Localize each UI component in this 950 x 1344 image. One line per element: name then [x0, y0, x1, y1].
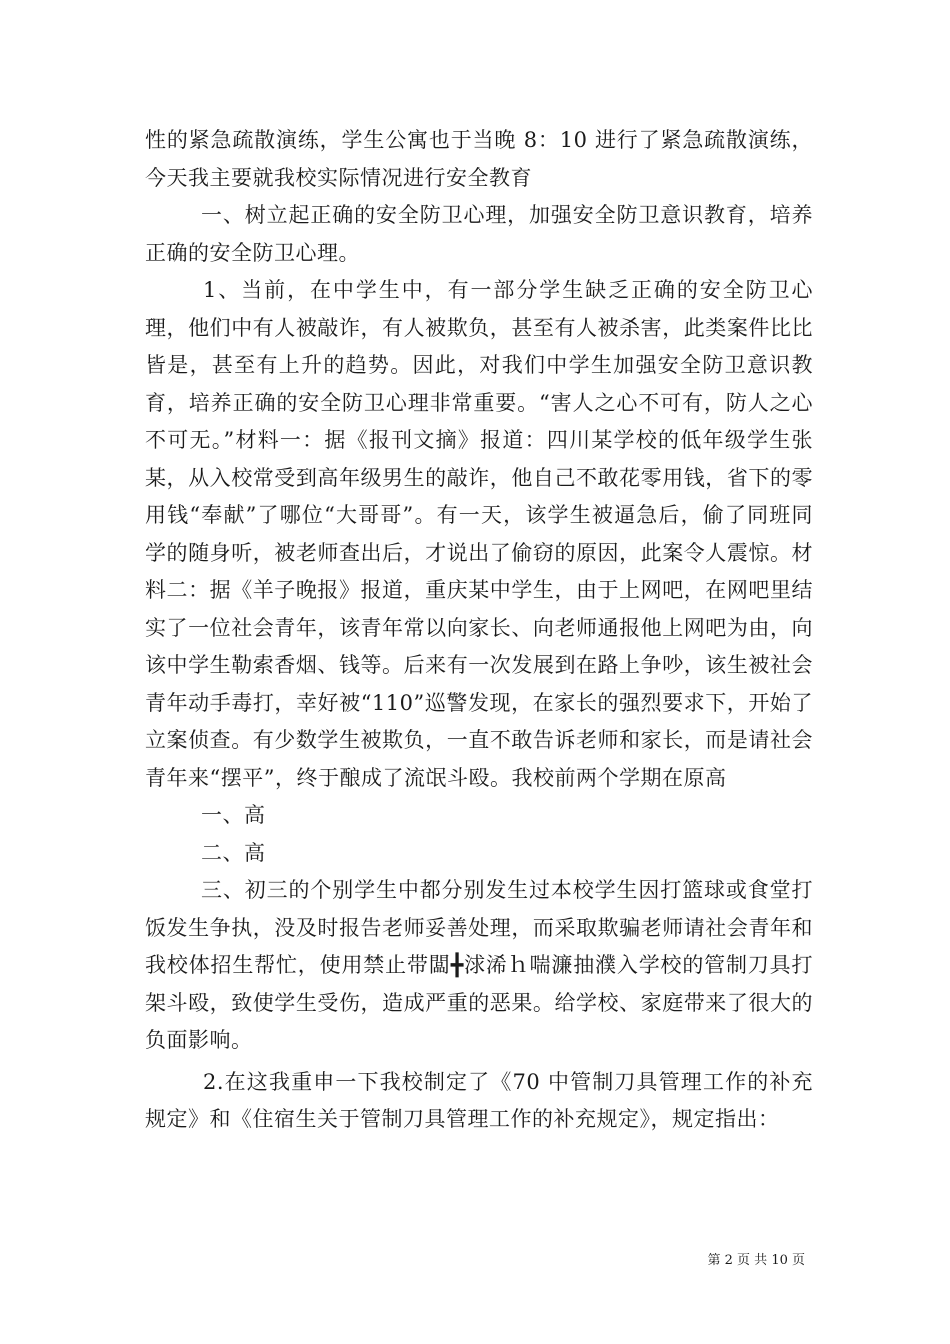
- paragraph-section-heading: 一、树立起正确的安全防卫心理，加强安全防卫意识教育，培养正确的安全防卫心理。: [145, 203, 813, 265]
- paragraph-body: 三、初三的个别学生中都分别发生过本校学生因打篮球或食堂打饭发生争执，没及时报告老师妥善处理，而采取欺骗老师请社会青年和我校体招生帮忙，使用禁止带闆╋浗浠ｈ喘濂抽濮入学校的管制刀具打架斗殴，致使学生受伤，造成严重的恶果。给学校、家庭带来了很大的负面影响。: [145, 878, 813, 1052]
- paragraph-body: 1、当前，在中学生中，有一部分学生缺乏正确的安全防卫心理，他们中有人被敲诈，有人被欺负，甚至有人被杀害，此类案件比比皆是，甚至有上升的趋势。因此，对我们中学生加强安全防卫意识教育，培养正确的安全防卫心理非常重要。“害人之心不可有，防人之心不可无。”材料一：据《报刊文摘》报道：四川某学校的低年级学生张某，从入校常受到高年级男生的敲诈，他自己不敢花零用钱，省下的零用钱“奉献”了哪位“大哥哥”。有一天，该学生被逼急后，偷了同班同学的随身听，被老师查出后，才说出了偷窃的原因，此案令人震惊。材料二：据《羊子晚报》报道，重庆某中学生，由于上网吧，在网吧里结实了一位社会青年，该青年常以向家长、向老师通报他上网吧为由，向该中学生勒索香烟、钱等。后来有一次发展到在路上争吵，该生被社会青年动手毒打，幸好被“110”巡警发现，在家长的强烈要求下，开始了立案侦查。有少数学生被欺负，一直不敢告诉老师和家长，而是请社会青年来“摆平”，终于酿成了流氓斗殴。我校前两个学期在原高: [145, 278, 813, 790]
- document-body: [145, 122, 813, 1139]
- page-number: 第 2 页 共 10 页: [707, 1253, 805, 1268]
- paragraph-body: 2.在这我重申一下我校制定了《70 中管制刀具管理工作的补充规定》和《住宿生关于管制刀具管理工作的补充规定》，规定指出：: [145, 1069, 813, 1131]
- paragraph-short: 一、高: [201, 803, 266, 827]
- paragraph-short: 二、高: [201, 840, 266, 865]
- paragraph-continuation: 性的紧急疏散演练，学生公寓也于当晚 8：10 进行了紧急疏散演练，今天我主要就我校实际情况进行安全教育: [145, 128, 813, 190]
